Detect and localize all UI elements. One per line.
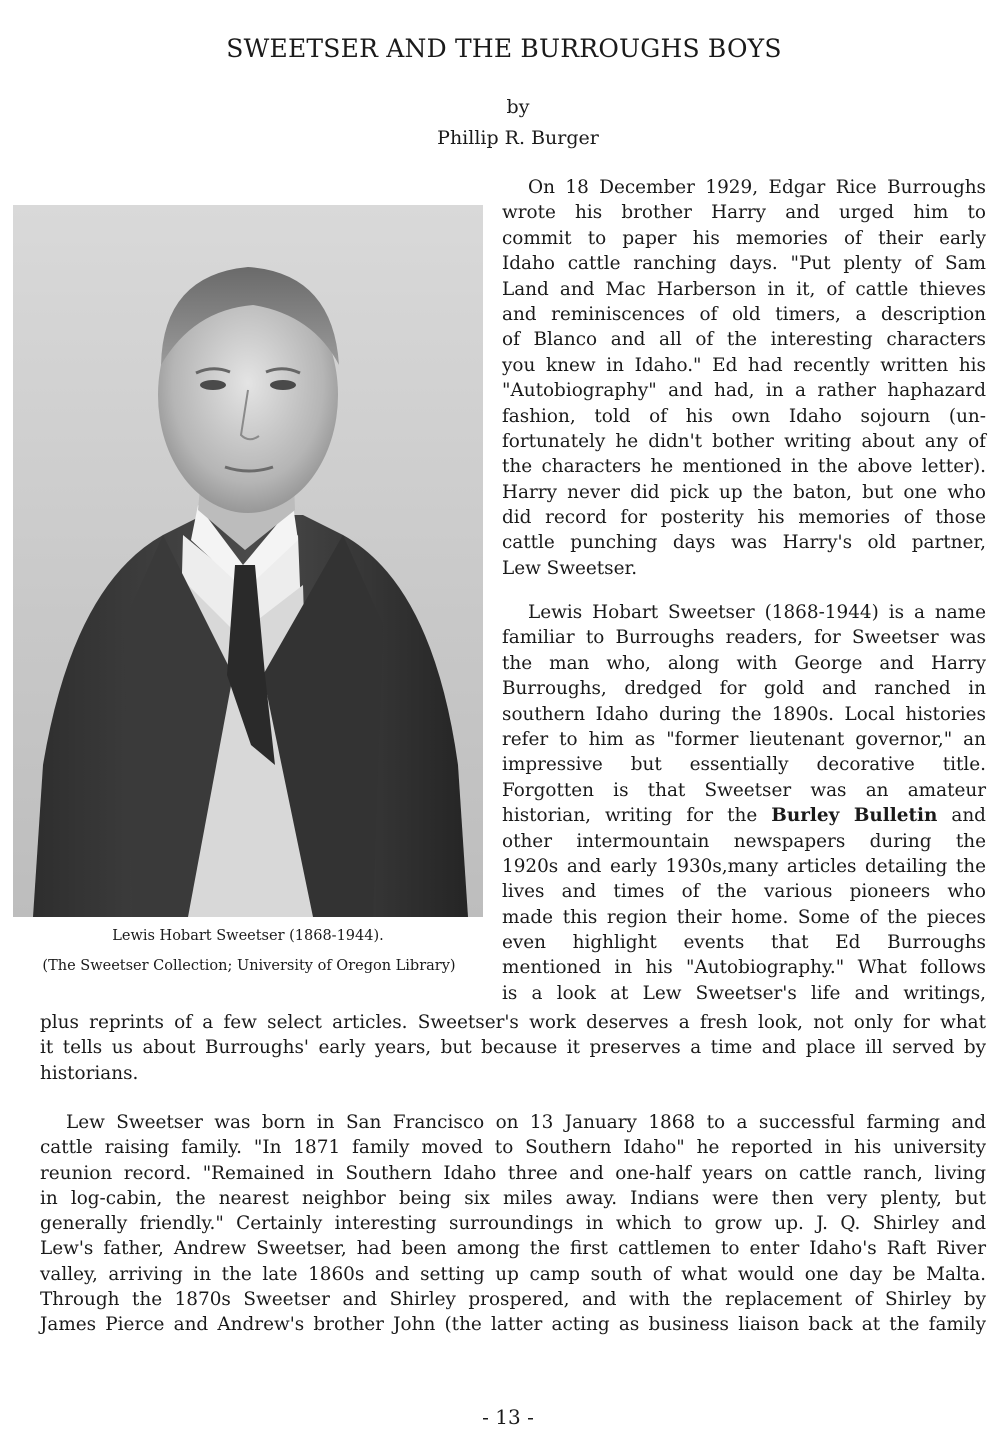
article-title: SWEETSER AND THE BURROUGHS BOYS	[226, 34, 782, 63]
text-line: even highlight events that Ed Burroughs	[502, 932, 986, 954]
page-number: - 13 -	[482, 1405, 534, 1429]
text-line: commit to paper his memories of their early	[502, 227, 986, 249]
text-line: Through the 1870s Sweetser and Shirley prospered, and with the replacement of Shirley by	[40, 1289, 986, 1311]
text-fragment: historian, writing for the	[502, 805, 758, 827]
text-line: and reminiscences of old timers, a description	[502, 303, 986, 325]
text-line: Lew's father, Andrew Sweetser, had been among the first cattlemen to enter Idaho's Raft River	[40, 1238, 986, 1260]
text-line: is a look at Lew Sweetser's life and writings,	[502, 982, 986, 1004]
paragraph-2	[502, 600, 986, 1006]
photo-credit: (The Sweetser Collection; University of Oregon Library)	[42, 958, 456, 974]
text-line: 1920s and early 1930s,many articles detailing the	[502, 855, 986, 877]
text-line: Lew Sweetser was born in San Francisco on 13 January 1868 to a successful farming and	[66, 1112, 986, 1133]
text-line: wrote his brother Harry and urged him to	[502, 202, 986, 224]
byline: by	[506, 96, 530, 118]
text-line: James Pierce and Andrew's brother John (the latter acting as business liaison back at the family	[40, 1314, 986, 1336]
text-line: reunion record. "Remained in Southern Idaho three and one-half years on cattle ranch, living	[40, 1162, 986, 1184]
text-line: other intermountain newspapers during the	[502, 830, 986, 852]
text-line: of Blanco and all of the interesting characters	[502, 329, 986, 351]
text-line: refer to him as "former lieutenant governor," an	[502, 728, 986, 750]
text-line: mentioned in his "Autobiography." What follows	[502, 957, 986, 979]
text-line: did record for posterity his memories of those	[502, 507, 986, 529]
text-line: fortunately he didn't bother writing about any of	[502, 430, 986, 452]
newspaper-name: Burley Bulletin	[771, 805, 938, 827]
portrait-photo	[13, 205, 483, 917]
text-line: familiar to Burroughs readers, for Sweetser was	[502, 627, 986, 649]
text-line: valley, arriving in the late 1860s and setting up camp south of what would one day be Malta.	[40, 1263, 986, 1285]
text-fragment: and	[951, 805, 986, 827]
author-name: Phillip R. Burger	[437, 127, 599, 149]
text-line: the man who, along with George and Harry	[502, 652, 986, 674]
paragraph-1	[502, 175, 986, 581]
text-line: cattle punching days was Harry's old partner,	[502, 532, 986, 554]
text-line: "Autobiography" and had, in a rather haphazard	[502, 380, 986, 402]
text-line: Forgotten is that Sweetser was an amateur	[502, 779, 986, 801]
text-line-with-newspaper	[502, 803, 986, 828]
photo-caption: Lewis Hobart Sweetser (1868-1944).	[112, 928, 384, 944]
text-line: the characters he mentioned in the above letter).	[502, 456, 986, 478]
text-line: Lewis Hobart Sweetser (1868-1944) is a name	[528, 602, 986, 623]
text-line: Idaho cattle ranching days. "Put plenty of Sam	[502, 253, 986, 275]
text-line: Harry never did pick up the baton, but one who	[502, 481, 986, 503]
text-line: it tells us about Burroughs' early years, but because it preserves a time and place ill served by	[40, 1037, 986, 1059]
text-line: historians.	[40, 1062, 139, 1084]
text-line: cattle raising family. "In 1871 family moved to Southern Idaho" he reported in his university	[40, 1137, 986, 1159]
text-line: in log-cabin, the nearest neighbor being six miles away. Indians were then very plenty, but	[40, 1187, 986, 1209]
text-line: lives and times of the various pioneers who	[502, 881, 986, 903]
text-line: generally friendly." Certainly interesting surroundings in which to grow up. J. Q. Shirley and	[40, 1213, 986, 1235]
text-line: impressive but essentially decorative title.	[502, 754, 986, 776]
text-line: plus reprints of a few select articles. Sweetser's work deserves a fresh look, not only for what	[40, 1012, 986, 1033]
text-line: fashion, told of his own Idaho sojourn (un-	[502, 405, 986, 427]
text-line: Lew Sweetser.	[502, 557, 638, 579]
text-line: you knew in Idaho." Ed had recently written his	[502, 354, 986, 376]
text-line: Burroughs, dredged for gold and ranched in	[502, 678, 986, 700]
text-line: made this region their home. Some of the pieces	[502, 906, 986, 928]
text-line: On 18 December 1929, Edgar Rice Burroughs	[528, 177, 986, 198]
text-line: southern Idaho during the 1890s. Local histories	[502, 703, 986, 725]
paragraph-3	[40, 1110, 986, 1338]
text-line: Land and Mac Harberson in it, of cattle thieves	[502, 278, 986, 300]
paragraph-2-continued	[40, 1010, 986, 1086]
